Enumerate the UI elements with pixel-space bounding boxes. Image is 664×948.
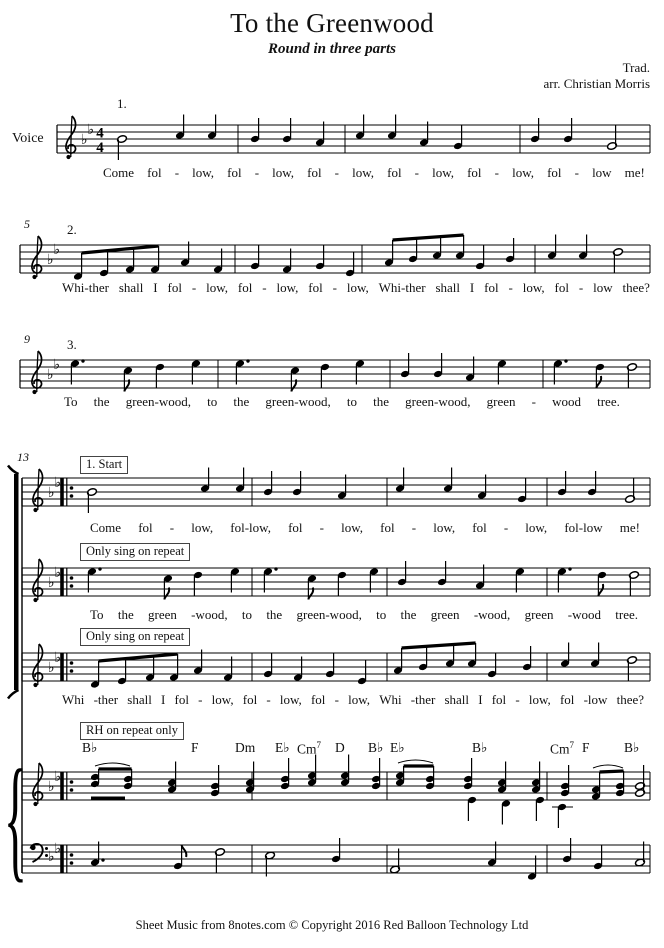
direction-box-repeat-2: Only sing on repeat [80, 628, 190, 646]
lyric-syllable: fol [559, 692, 575, 707]
lyric-syllable: Whi [379, 692, 402, 707]
lyric-syllable: - [508, 280, 513, 295]
lyric-syllable: fol [387, 165, 402, 180]
lyric-syllable: - [414, 165, 419, 180]
voice-part-label: Voice [12, 131, 44, 146]
chord-symbol: B♭ [624, 740, 640, 755]
lyric-syllable: me! [619, 520, 640, 535]
svg-text:♭: ♭ [54, 565, 62, 581]
lyric-syllable: low, [512, 165, 534, 180]
lyrics-line-1 [103, 165, 645, 181]
lyric-syllable: fol [147, 165, 162, 180]
phrase-number-3: 3. [67, 337, 77, 352]
lyrics-line-4 [90, 520, 640, 536]
lyric-syllable: - [574, 165, 579, 180]
lyric-syllable: shall [444, 692, 470, 707]
lyric-syllable: green-wood, [405, 394, 471, 409]
lyric-syllable: -wood, [191, 607, 228, 622]
lyric-syllable: fol [491, 692, 507, 707]
lyric-syllable: me! [624, 165, 645, 180]
lyric-syllable: Whi-ther [378, 280, 426, 295]
lyric-syllable: I [153, 280, 158, 295]
lyric-syllable: fol [167, 280, 182, 295]
measure-number-5: 5 [24, 217, 30, 231]
svg-text:♭: ♭ [54, 841, 62, 857]
vocal-bracket [14, 474, 19, 690]
lyric-syllable: green [430, 607, 460, 622]
lyrics-line-2 [62, 280, 650, 296]
lyric-syllable: - [411, 520, 417, 535]
lyric-syllable: the [117, 607, 134, 622]
lyric-syllable: I [478, 692, 483, 707]
lyric-syllable: - [191, 280, 197, 295]
lyric-syllable: - [503, 520, 509, 535]
lyric-syllable: low, [528, 692, 551, 707]
chord-symbol: Cm$^7$ [297, 740, 322, 757]
lyric-syllable: green-wood, [296, 607, 362, 622]
lyric-syllable: fol [310, 692, 326, 707]
lyric-syllable: - [266, 692, 271, 707]
lyric-syllable: - [319, 520, 324, 535]
phrase-number-1: 1. [117, 96, 127, 111]
staff-s4a [22, 468, 650, 514]
lyric-syllable: low, [346, 280, 369, 295]
piano-brace: { [3, 742, 28, 895]
measure-number-9: 9 [24, 332, 30, 346]
svg-text:4: 4 [96, 140, 104, 156]
lyric-syllable: -ther [93, 692, 119, 707]
svg-text:♭: ♭ [87, 122, 95, 138]
lyric-syllable: fol-low [564, 520, 603, 535]
svg-text:♭: ♭ [47, 252, 54, 268]
svg-text:♭: ♭ [48, 849, 55, 865]
arranger-credit: arr. Christian Morris [543, 76, 650, 91]
lyric-syllable: low [592, 165, 612, 180]
lyric-syllable: low, [433, 520, 456, 535]
lyric-syllable: - [531, 394, 536, 409]
phrase-number-2: 2. [67, 222, 77, 237]
svg-text:♭: ♭ [54, 769, 62, 785]
lyric-syllable: fol [227, 165, 242, 180]
direction-box-rh: RH on repeat only [80, 722, 184, 740]
lyric-syllable: fol [554, 280, 569, 295]
lyric-syllable: - [332, 280, 337, 295]
lyric-syllable: green [486, 394, 516, 409]
staff-p2 [22, 838, 650, 881]
lyrics-line-3 [64, 394, 620, 410]
lyric-syllable: low, [211, 692, 234, 707]
lyric-syllable: - [169, 520, 175, 535]
lyric-syllable: -ther [410, 692, 436, 707]
lyric-syllable: fol [138, 520, 153, 535]
lyric-syllable: -wood, [473, 607, 511, 622]
lyric-syllable: fol [484, 280, 499, 295]
lyric-syllable: low, [276, 280, 299, 295]
staff-s1 [57, 115, 650, 161]
lyric-syllable: fol [472, 520, 487, 535]
chord-symbol: Cm$^7$ [550, 740, 575, 757]
lyric-syllable: to [207, 394, 218, 409]
svg-text:♭: ♭ [53, 242, 61, 258]
lyric-syllable: - [334, 692, 339, 707]
lyric-syllable: - [262, 280, 267, 295]
page-title: To the Greenwood [230, 8, 434, 38]
lyric-syllable: low, [348, 692, 371, 707]
lyric-syllable: to [376, 607, 387, 622]
lyric-syllable: I [161, 692, 166, 707]
system-grouping [4, 466, 27, 895]
svg-text:♭: ♭ [48, 660, 55, 676]
lyric-syllable: low, [279, 692, 302, 707]
lyric-syllable: low, [206, 280, 228, 295]
lyric-syllable: thee? [622, 280, 650, 295]
lyric-syllable: To [64, 394, 78, 409]
lyric-syllable: the [233, 394, 250, 409]
staff-s4c [22, 643, 650, 689]
lyrics-line-6 [62, 692, 644, 708]
chord-symbol: Dm [235, 740, 256, 755]
staff-s2 [20, 235, 650, 281]
lyric-syllable: fol-low, [230, 520, 271, 535]
lyric-syllable: low, [522, 280, 545, 295]
lyric-syllable: tree. [597, 394, 620, 409]
lyric-syllable: to [346, 394, 358, 409]
lyric-syllable: green [148, 607, 177, 622]
lyric-syllable: fol [467, 165, 482, 180]
page-subtitle: Round in three parts [268, 41, 396, 57]
chord-symbol: D [335, 740, 345, 755]
lyric-syllable: fol [242, 692, 258, 707]
chord-symbol-row [0, 740, 664, 758]
lyric-syllable: low, [192, 165, 215, 180]
chord-symbol: E♭ [390, 740, 405, 755]
svg-text:♭: ♭ [48, 779, 55, 795]
measure-number-13: 13 [17, 450, 29, 464]
direction-box-repeat-1: Only sing on repeat [80, 543, 190, 561]
svg-text:♭: ♭ [54, 475, 62, 491]
lyric-syllable: wood [552, 394, 581, 409]
lyric-syllable: the [400, 607, 417, 622]
lyric-syllable: fol [288, 520, 303, 535]
svg-text:♭: ♭ [47, 367, 54, 383]
lyric-syllable: the [93, 394, 110, 409]
lyric-syllable: tree. [615, 607, 638, 622]
chord-symbol: F [191, 740, 199, 755]
svg-text:♭: ♭ [48, 575, 55, 591]
staff-s4b [22, 559, 650, 602]
svg-text:♭: ♭ [48, 485, 55, 501]
lyric-syllable: - [334, 165, 340, 180]
lyric-syllable: green-wood, [265, 394, 331, 409]
lyric-syllable: low, [191, 520, 214, 535]
chord-symbol: B♭ [472, 740, 488, 755]
lyric-syllable: fol [307, 165, 322, 180]
lyric-syllable: - [515, 692, 520, 707]
staff-p1 [22, 755, 650, 829]
footer-copyright: Sheet Music from 8notes.com © Copyright 2016 Red Balloon Technology Ltd [135, 918, 529, 932]
lyric-syllable: low, [525, 520, 548, 535]
lyric-syllable: low, [272, 165, 295, 180]
direction-box-start: 1. Start [80, 456, 128, 474]
lyric-syllable: shall [435, 280, 460, 295]
svg-text:4: 4 [96, 125, 104, 142]
svg-text:♭: ♭ [54, 650, 62, 666]
lyrics-line-5 [90, 607, 638, 623]
lyric-syllable: thee? [616, 692, 644, 707]
composer-credit: Trad. [622, 60, 650, 75]
lyric-syllable: - [494, 165, 499, 180]
lyric-syllable: the [266, 607, 283, 622]
chord-symbol: B♭ [82, 740, 98, 755]
lyric-syllable: fol [380, 520, 395, 535]
lyric-syllable: fol [547, 165, 562, 180]
lyric-syllable: I [469, 280, 475, 295]
lyric-syllable: fol [308, 280, 323, 295]
lyric-syllable: green-wood, [125, 394, 192, 409]
svg-text:♭: ♭ [53, 357, 61, 373]
lyric-syllable: to [241, 607, 253, 622]
lyric-syllable: - [578, 280, 584, 295]
lyric-syllable: low, [341, 520, 364, 535]
lyric-syllable: - [254, 165, 260, 180]
lyric-syllable: low, [432, 165, 454, 180]
staff-s3 [20, 351, 650, 394]
lyric-syllable: To [90, 607, 104, 622]
lyric-syllable: Come [90, 520, 122, 535]
lyric-syllable: -wood [567, 607, 601, 622]
lyric-syllable: shall [127, 692, 152, 707]
lyric-syllable: fol [174, 692, 189, 707]
lyric-syllable: green [524, 607, 554, 622]
chord-symbol: F [582, 740, 590, 755]
lyric-syllable: -low [583, 692, 608, 707]
lyric-syllable: Whi-ther [62, 280, 109, 295]
lyric-syllable: Whi [62, 692, 85, 707]
chord-symbol: E♭ [275, 740, 290, 755]
lyric-syllable: fol [237, 280, 253, 295]
lyric-syllable: the [373, 394, 390, 409]
lyric-syllable: - [174, 165, 180, 180]
lyric-syllable: low [593, 280, 613, 295]
lyric-syllable: - [198, 692, 203, 707]
lyric-syllable: Come [103, 165, 135, 180]
svg-text:♭: ♭ [81, 132, 88, 148]
lyric-syllable: low, [352, 165, 375, 180]
lyric-syllable: shall [118, 280, 144, 295]
chord-symbol: B♭ [368, 740, 384, 755]
